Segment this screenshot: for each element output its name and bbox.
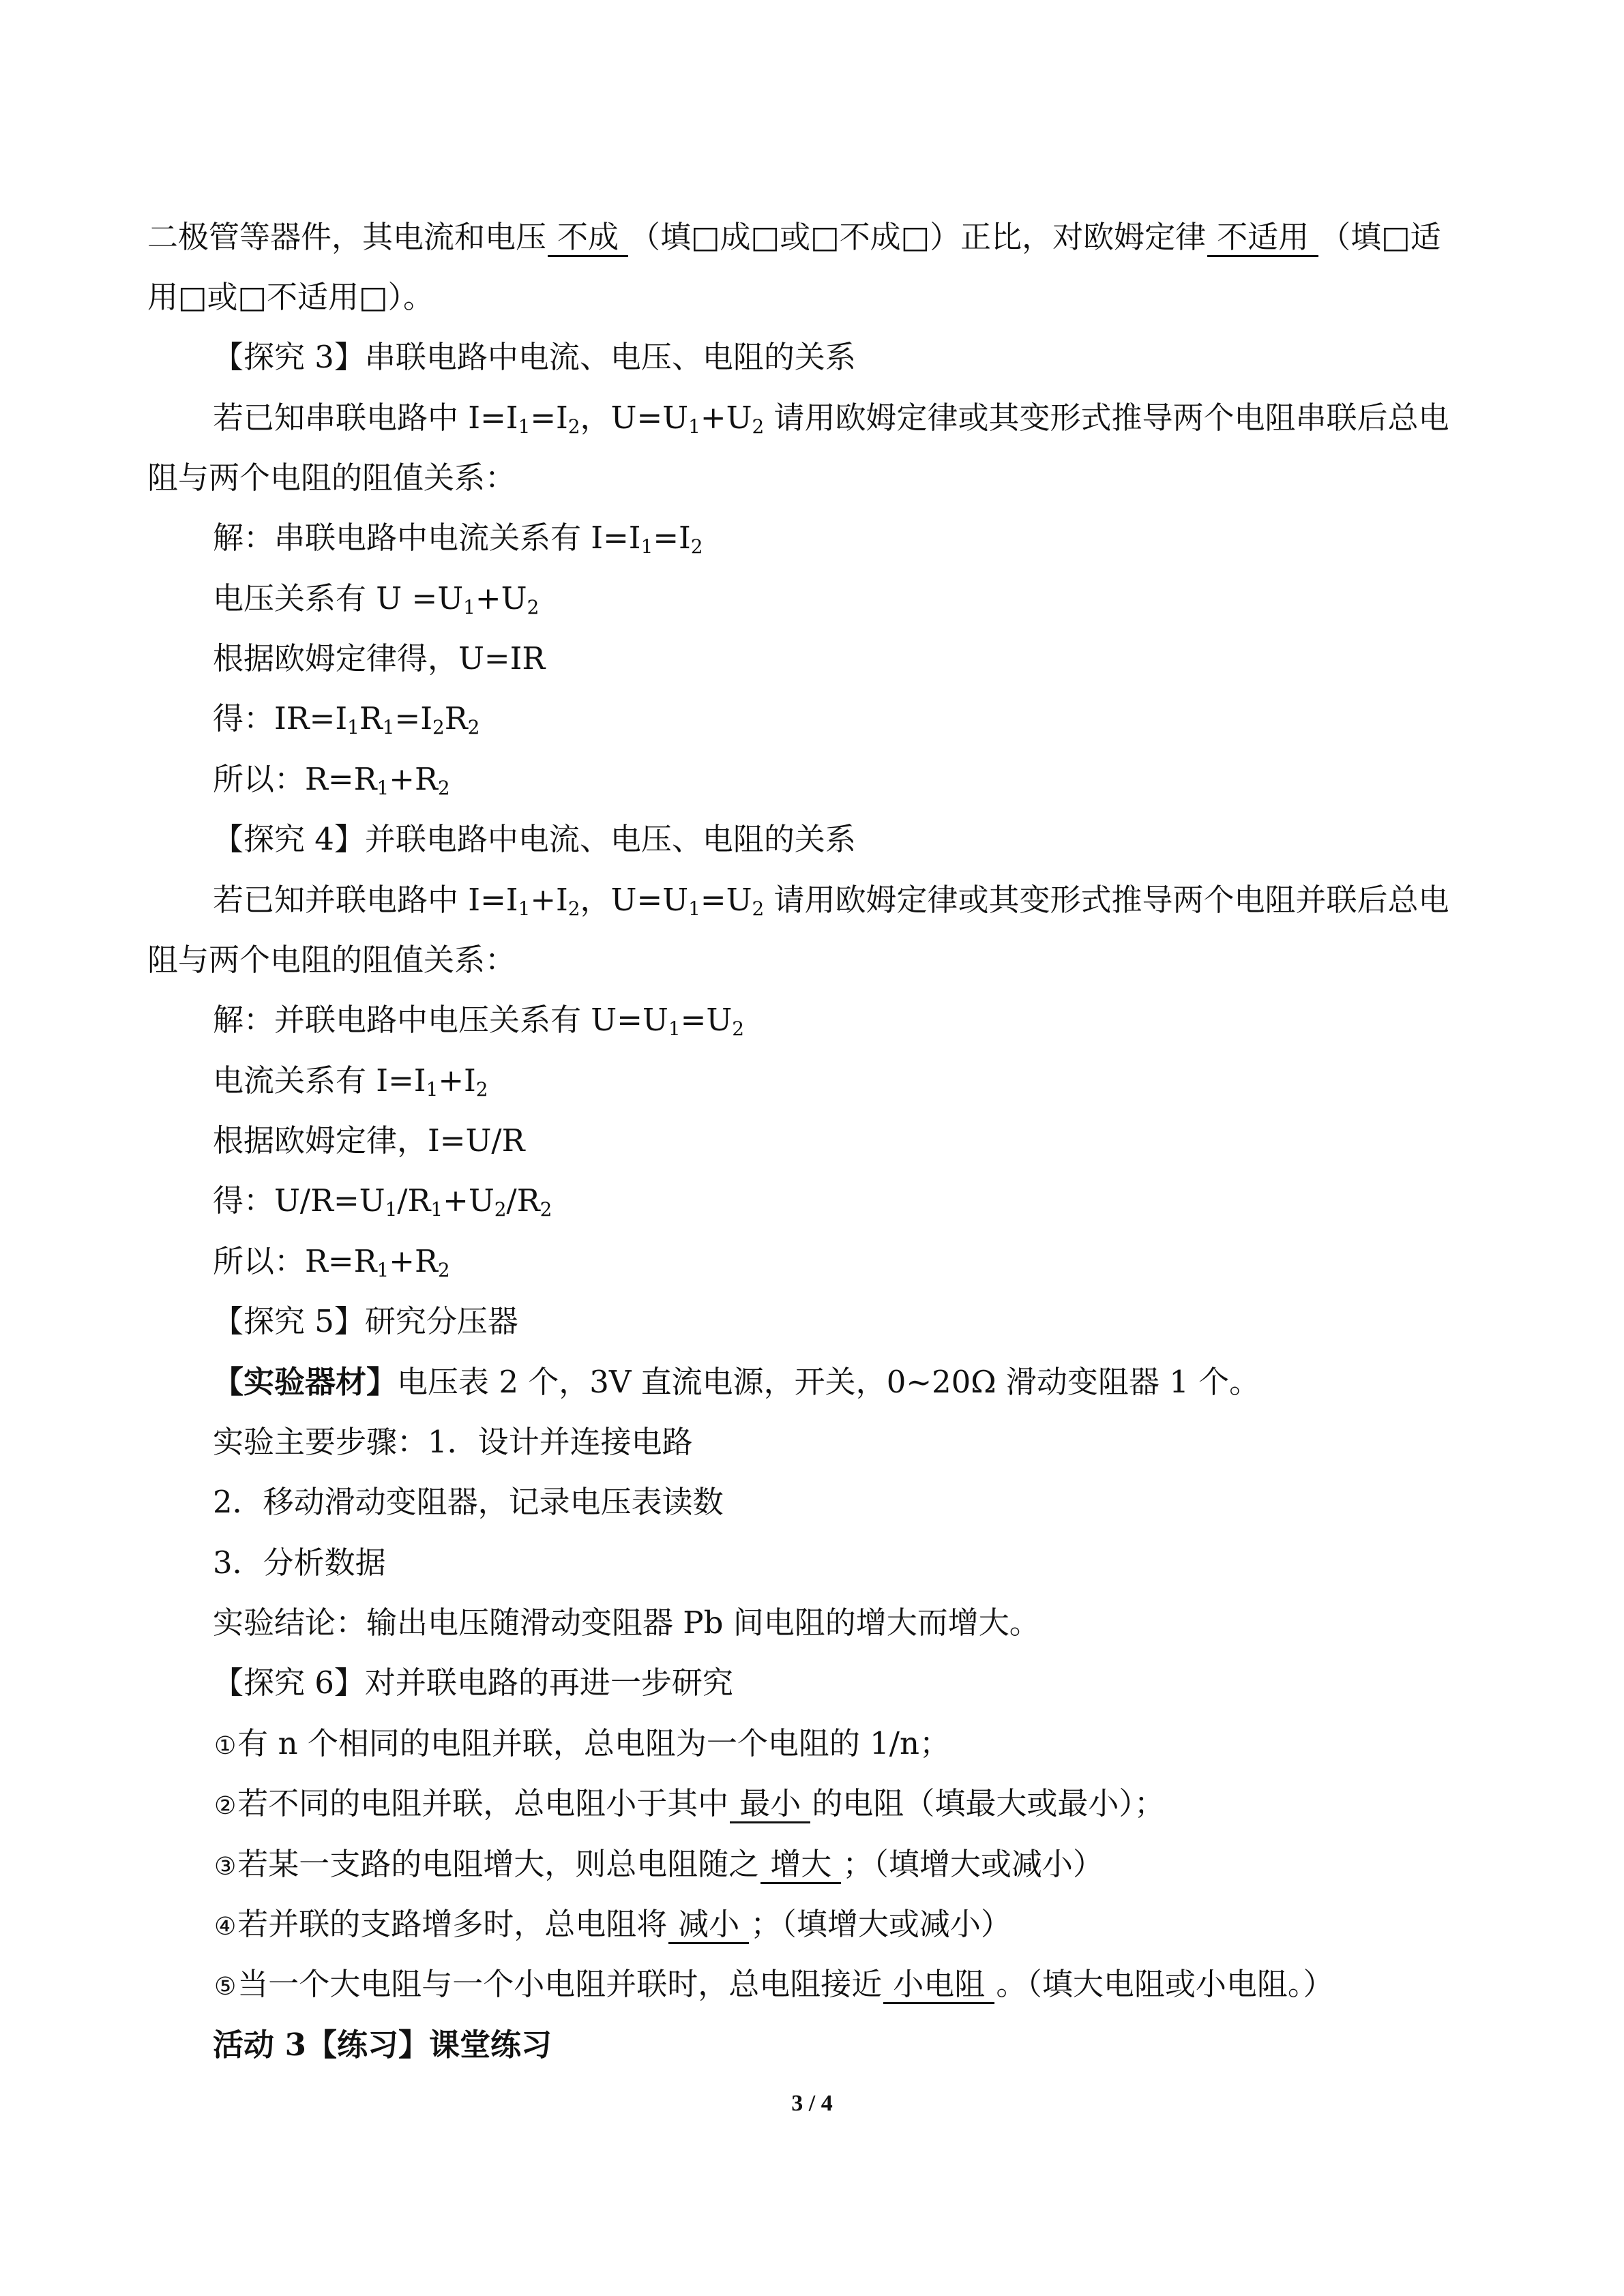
bold-heading: 活动 3【练习】课堂练习	[213, 2027, 552, 2063]
page-number: 3 / 4	[791, 2091, 833, 2116]
text-line	[147, 277, 434, 318]
text: （填□成□或□不成□）正比，对欧姆定律	[630, 219, 1207, 255]
text-line: 阻与两个电阻的阻值关系：	[147, 942, 516, 978]
section-heading: 【探究 5】研究分压器	[213, 1303, 518, 1339]
text-line: 电压关系有 $U =U_1+U_2$	[213, 580, 540, 618]
text-line: 2．移动滑动变阻器，记录电压表读数	[213, 1484, 724, 1520]
text-line: 根据欧姆定律，I=U/R	[213, 1122, 525, 1159]
text-line: 解：串联电路中电流关系有 $I=I_1=I_2$	[213, 520, 703, 558]
text-line: 3．分析数据	[213, 1545, 386, 1581]
circled-number: ⑤	[214, 1973, 237, 2001]
text-line: 【实验器材】电压表 2 个，3V 直流电源，开关，0~20Ω 滑动变阻器 1 个。	[213, 1364, 1260, 1400]
section-heading: 【探究 4】并联电路中电流、电压、电阻的关系	[213, 821, 856, 857]
text-line: 得：$IR=I_1R_1=I_2R_2$	[213, 700, 480, 739]
answer-blank: 最小	[730, 1786, 810, 1823]
text-line: 所以：$R=R_1+R_2$	[213, 761, 450, 799]
text-line: 得：$U/R=U_1/R_1+U_2/R_2$	[213, 1182, 552, 1221]
circled-number: ③	[214, 1853, 237, 1881]
section-heading: 【探究 6】对并联电路的再进一步研究	[213, 1665, 733, 1701]
text-line: 实验主要步骤：1．设计并连接电路	[213, 1424, 693, 1460]
text-line: 电流关系有 $I=I_1+I_2$	[213, 1062, 488, 1101]
list-item: ④若并联的支路增多时，总电阻将 减小 ；（填增大或减小）	[213, 1904, 1012, 1948]
circled-number: ②	[214, 1792, 237, 1820]
text-line: 根据欧姆定律得，U=IR	[213, 640, 546, 676]
text-line: 阻与两个电阻的阻值关系：	[147, 460, 516, 496]
list-item: ③若某一支路的电阻增大，则总电阻随之 增大 ；（填增大或减小）	[213, 1844, 1104, 1888]
answer-blank: 增大	[761, 1847, 841, 1884]
circled-number: ①	[214, 1732, 237, 1760]
text-line: 解：并联电路中电压关系有 $U=U_1=U_2$	[213, 1002, 745, 1040]
text: 用□或□不适用□）。	[147, 279, 434, 315]
section-heading	[213, 337, 856, 378]
activity-heading	[213, 2025, 552, 2066]
answer-blank: 小电阻	[883, 1967, 994, 2004]
text-line	[147, 217, 1441, 258]
answer-blank: 不成	[548, 220, 628, 257]
text-line: 所以：$R=R_1+R_2$	[213, 1243, 450, 1281]
text-line: 实验结论：输出电压随滑动变阻器 Pb 间电阻的增大而增大。	[213, 1605, 1040, 1641]
list-item: ②若不同的电阻并联，总电阻小于其中 最小 的电阻（填最大或最小）；	[213, 1783, 1165, 1827]
text-line: 若已知并联电路中 $I=I_1+I_2$，$U=U_1=U_2$ 请用欧姆定律或其变形式推导两个电阻并联后总电	[213, 882, 1449, 920]
answer-blank: 减小	[668, 1907, 749, 1944]
text: 【探究 3】串联电路中电流、电压、电阻的关系	[213, 339, 856, 375]
bold-label: 【实验器材】	[213, 1364, 398, 1400]
text: （填□适	[1320, 219, 1441, 255]
answer-blank: 不适用	[1207, 220, 1318, 257]
text: 二极管等器件，其电流和电压	[147, 219, 547, 255]
list-item: ①有 n 个相同的电阻并联，总电阻为一个电阻的 1/n；	[213, 1723, 950, 1767]
text-line: 若已知串联电路中 $I=I_1=I_2$，$U=U_1+U_2$ 请用欧姆定律或其变形式推导两个电阻串联后总电	[213, 400, 1449, 438]
list-item: ⑤当一个大电阻与一个小电阻并联时，总电阻接近 小电阻 。（填大电阻或小电阻。）	[213, 1964, 1333, 2008]
circled-number: ④	[214, 1913, 237, 1941]
